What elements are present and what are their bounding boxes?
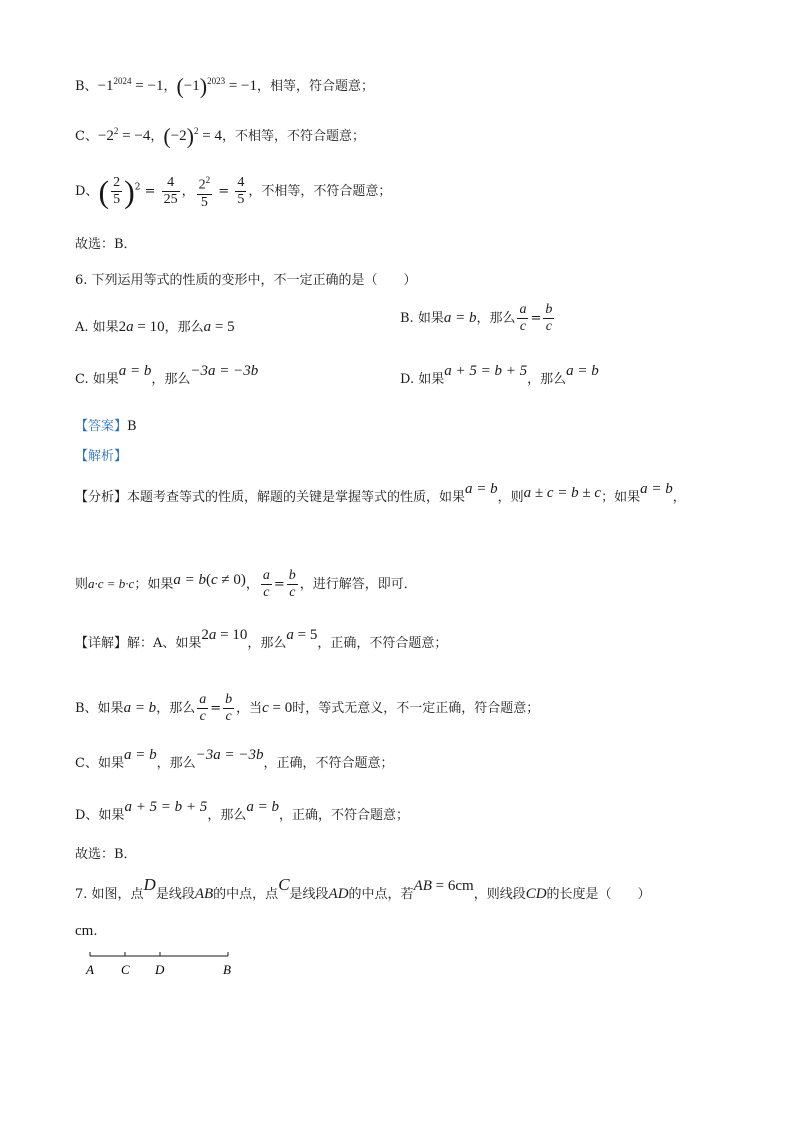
text: ，不相等，不符合题意； [248, 183, 392, 199]
text: ，那么 [156, 701, 196, 716]
question-7: 7. 如图，点D是线段AB的中点，点C是线段AD的中点，若AB = 6cm，则线段CD的长度是（ ） [75, 875, 651, 902]
segment-diagram [80, 946, 250, 982]
tag: 【分析】 [75, 490, 128, 505]
text: 的中点，若 [348, 887, 414, 902]
conclusion-1: 故选：B． [75, 237, 137, 252]
conclusion-2: 故选：B． [75, 847, 137, 862]
q6-option-c: C. 如果a = b，那么−3a = −3b [75, 363, 259, 387]
text: 本题考查等式的性质，解题的关键是掌握等式的性质，如果 [127, 490, 466, 505]
label: D、 [75, 183, 99, 199]
fenxi-line-2: 则a·c = b·c；如果a = b(c ≠ 0)， $\frac{a}{c}$ = $\frac{b}{c}$ ，进行解答，即可． [75, 568, 417, 600]
label-d: D [155, 962, 165, 977]
text: 解：A、如果 [127, 636, 202, 651]
text: ；如果 [134, 577, 174, 592]
text: ，不相等，不符合题意； [221, 129, 365, 144]
label: A. 如果 [75, 320, 119, 335]
option-d-line: D、( $\frac{2}{5}$ )$^2$ = $\frac{4}{25}$ ， $\frac{2^2}{5}$ = $\frac{4}{5}$ ，不相等，不符合题意； [75, 173, 392, 210]
text: 时，等式无意义，不一定正确，符合题意； [292, 701, 540, 716]
answer-line [75, 418, 137, 436]
text: ，进行解答，即可． [299, 577, 417, 592]
text: ，那么 [151, 372, 191, 387]
text: ；如果 [601, 490, 641, 505]
label: B、 [75, 79, 98, 94]
text: ，正确，不符合题意； [317, 636, 448, 651]
text: C、如果 [75, 756, 124, 771]
text: ，正确，不符合题意； [278, 808, 409, 823]
detail-b: B、如果a = b，那么 $\frac{a}{c}$ = $\frac{b}{c}$ ，当c = 0时，等式无意义，不一定正确，符合题意； [75, 692, 540, 724]
fenxi-line-1: 【分析】本题考查等式的性质，解题的关键是掌握等式的性质，如果a = b，则a ± c = b ± c；如果a = b， [75, 481, 686, 505]
unit: cm [75, 923, 94, 939]
text: ，那么 [247, 636, 287, 651]
label-c: C [121, 962, 130, 977]
text: ，那么 [527, 372, 567, 387]
text: 的长度是（ ） [546, 887, 651, 902]
tag: 【详解】 [75, 636, 128, 651]
text: ，那么 [476, 311, 516, 326]
detail-a: 【详解】解：A、如果2a = 10，那么a = 5，正确，不符合题意； [75, 627, 448, 651]
text: 的中点，点 [213, 887, 279, 902]
text: ，相等，符合题意； [257, 79, 375, 94]
q6-option-d: D. 如果a + 5 = b + 5，那么a = b [400, 363, 599, 387]
text: D、如果 [75, 808, 125, 823]
label-a: A [86, 962, 94, 977]
text: ，当 [236, 701, 263, 716]
label: C、 [75, 129, 98, 144]
text: 是线段 [289, 887, 329, 902]
text: ，则 [497, 490, 524, 505]
text: ，则线段 [473, 887, 526, 902]
label-b: B [223, 962, 231, 977]
analysis-tag: 【解析】 [75, 449, 128, 464]
label: D. 如果 [400, 372, 445, 387]
text: ，那么 [207, 808, 247, 823]
option-c-line: C、$-2^2 = -4$，$(-2)^2 = 4$，不相等，不符合题意； [75, 123, 365, 149]
answer-tag: 【答案】 [75, 419, 128, 434]
text: 则 [75, 577, 89, 592]
q6-option-a: A. 如果2a = 10，那么a = 5 [75, 319, 235, 335]
text: B、如果 [75, 701, 124, 716]
text: 7. 如图，点 [75, 887, 144, 902]
text: ，正确，不符合题意； [263, 756, 394, 771]
option-b-line: B、$-1^{2024} = -1$，$(-1)^{2023} = -1$，相等，符合题意； [75, 73, 375, 99]
question-6: 6. 下列运用等式的性质的变形中，不一定正确的是（ ） [75, 273, 417, 288]
answer-value: B [127, 419, 137, 434]
text: ，那么 [164, 320, 204, 335]
label: C. 如果 [75, 372, 119, 387]
q6-option-b: B. 如果a = b，那么 $\frac{a}{c}$ = $\frac{b}{c}$ [400, 302, 553, 334]
text: 是线段 [155, 887, 195, 902]
text: ，那么 [156, 756, 196, 771]
detail-c: C、如果a = b，那么−3a = −3b，正确，不符合题意； [75, 747, 394, 771]
label: B. 如果 [400, 311, 444, 326]
detail-d: D、如果a + 5 = b + 5，那么a = b，正确，不符合题意； [75, 799, 409, 823]
q7-unit: cm. [75, 923, 98, 939]
